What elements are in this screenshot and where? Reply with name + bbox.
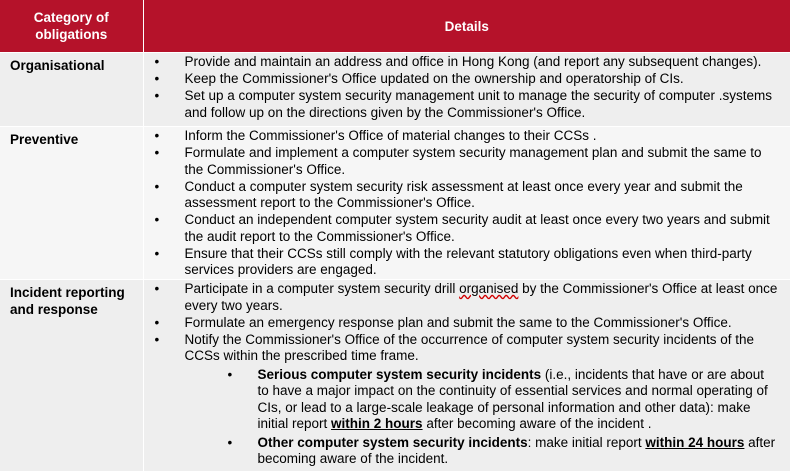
list-item xyxy=(144,128,790,145)
incident-type-label: Other computer system security incidents xyxy=(258,435,528,450)
spellcheck-flagged-word: organised xyxy=(459,281,518,296)
bullet-icon: • xyxy=(155,246,160,263)
header-category: Category of obligations xyxy=(0,0,143,53)
list-item xyxy=(144,88,790,121)
list-item-text: Conduct an independent computer system security audit at least once every two years and submit the audit report to the Commissioner's Office. xyxy=(185,212,770,244)
bullet-icon: • xyxy=(155,212,160,229)
bullet-icon: • xyxy=(155,281,160,298)
list-item-text: Formulate and implement a computer system security management plan and submit the same to the Commissioner's Office. xyxy=(185,145,762,177)
bullet-icon: • xyxy=(155,88,160,105)
sub-list-item-text: : make initial report xyxy=(528,435,646,450)
details-cell xyxy=(143,127,790,280)
sub-list-item-text: (i.e., incidents that have or are about to have a major impact on the continuity of essential services and normal operating of CIs, or lead to a large-scale leakage of personal information and other data): make initial report xyxy=(258,367,768,432)
list-item-text: Formulate an emergency response plan and submit the same to the Commissioner's Office. xyxy=(185,315,732,330)
list-item xyxy=(144,145,790,178)
bullet-icon: • xyxy=(155,145,160,162)
list-item xyxy=(144,281,790,314)
deadline-emphasis: within 2 hours xyxy=(331,416,423,431)
list-item xyxy=(144,332,790,468)
list-item-text: Ensure that their CCSs still comply with the relevant statutory obligations even when third-party services providers are engaged. xyxy=(185,246,752,278)
sub-bullet-list xyxy=(185,367,785,468)
table-row xyxy=(0,53,790,127)
bullet-list xyxy=(144,128,790,279)
bullet-list xyxy=(144,281,790,468)
sub-list-item xyxy=(185,435,785,468)
list-item-text: Keep the Commissioner's Office updated on the ownership and operatorship of CIs. xyxy=(185,71,684,86)
list-item-text: Provide and maintain an address and office in Hong Kong (and report any subsequent changes). xyxy=(185,54,762,69)
bullet-icon: • xyxy=(228,435,233,452)
list-item xyxy=(144,212,790,245)
details-cell xyxy=(143,53,790,127)
list-item-text: by the Commissioner's Office at least once every two years. xyxy=(185,281,778,313)
list-item-text: Set up a computer system security management unit to manage the security of computer .systems and follow up on the directions given by the Commissioner's Office. xyxy=(185,88,773,120)
table-row xyxy=(0,127,790,280)
bullet-icon: • xyxy=(228,367,233,384)
category-cell: Incident reporting and response xyxy=(0,280,143,471)
list-item xyxy=(144,179,790,212)
bullet-icon: • xyxy=(155,128,160,145)
sub-list-item xyxy=(185,367,785,433)
bullet-icon: • xyxy=(155,54,160,71)
deadline-emphasis: within 24 hours xyxy=(645,435,744,450)
incident-type-label: Serious computer system security incidents xyxy=(258,367,542,382)
bullet-icon: • xyxy=(155,315,160,332)
list-item-text: Notify the Commissioner's Office of the occurrence of computer system security incidents of the CCSs within the prescribed time frame. xyxy=(185,332,755,364)
header-details: Details xyxy=(143,0,790,53)
category-cell: Organisational xyxy=(0,53,143,127)
list-item xyxy=(144,54,790,71)
list-item xyxy=(144,315,790,332)
details-cell xyxy=(143,280,790,471)
list-item-text: Participate in a computer system security drill xyxy=(185,281,460,296)
sub-list-item-text: after becoming aware of the incident. xyxy=(258,435,776,467)
table-header-row xyxy=(0,0,790,53)
bullet-icon: • xyxy=(155,332,160,349)
list-item-text: Inform the Commissioner's Office of material changes to their CCSs . xyxy=(185,128,597,143)
table-row xyxy=(0,280,790,471)
sub-list-item-text: after becoming aware of the incident . xyxy=(423,416,652,431)
category-cell: Preventive xyxy=(0,127,143,280)
list-item xyxy=(144,71,790,88)
bullet-icon: • xyxy=(155,179,160,196)
bullet-list xyxy=(144,54,790,121)
bullet-icon: • xyxy=(155,71,160,88)
list-item xyxy=(144,246,790,279)
list-item-text: Conduct a computer system security risk assessment at least once every year and submit the assessment report to the Commissioner's Office. xyxy=(185,179,743,211)
